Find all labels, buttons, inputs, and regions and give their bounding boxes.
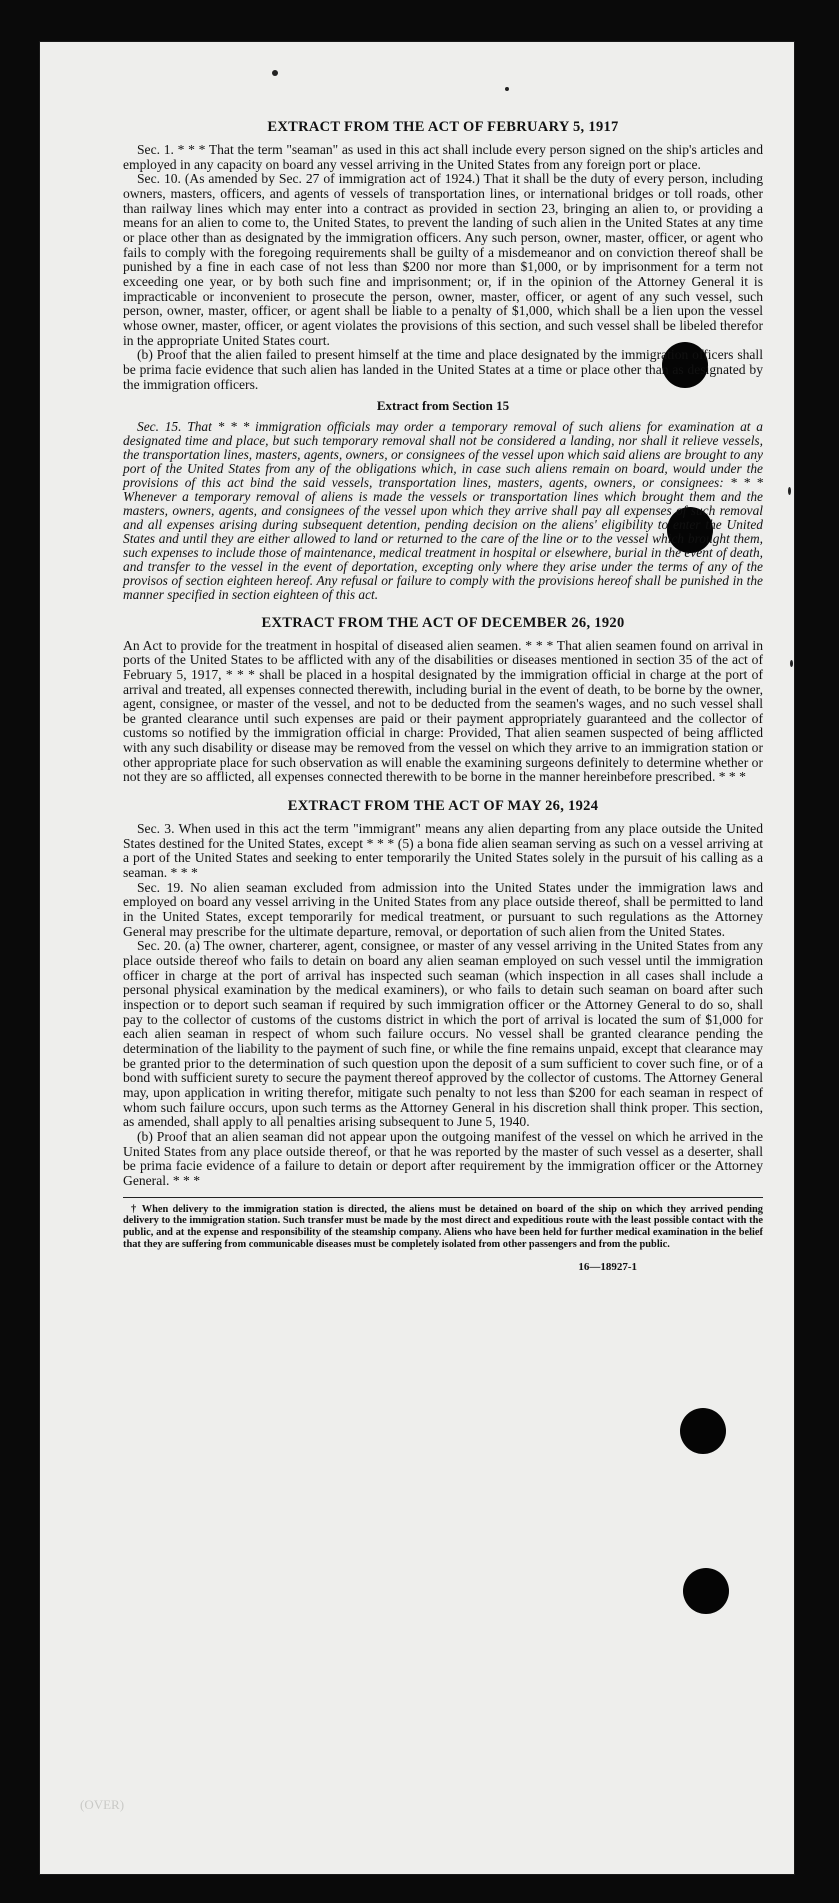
heading-act-1924: EXTRACT FROM THE ACT OF MAY 26, 1924	[287, 798, 599, 815]
heading-act-1917: EXTRACT FROM THE ACT OF FEBRUARY 5, 1917	[267, 119, 619, 135]
scanned-page	[40, 42, 794, 1874]
footnote-divider	[123, 1197, 763, 1198]
punch-hole	[683, 1568, 729, 1614]
punch-hole	[680, 1408, 726, 1454]
heading-section-15: Extract from Section 15	[376, 398, 510, 414]
paragraph-act-1920: An Act to provide for the treatment in hospital of diseased alien seamen. * * * That alien seamen found on arrival in ports of the United States to be afflicted with any of the disabilities or diseases mentioned in section 35 of the act of February 5, 1917, * * * shall be placed in a hospital designated by the immigration official in charge at the port of arrival and treated, all expenses connected therewith, including burial in the event of death, to be borne by the owner, agent, consignee, or master of the vessel, and not to be deducted from the seamen's wages, and no such vessel shall be granted clearance until such expenses are paid or their payment appropriately guaranteed and the collector of customs so notified by the immigration official in charge: Provided, That alien seamen suspected of being afflicted with any such disability or disease may be removed from the vessel on which they arrive to an immigration station or other appropriate place for such observation as will enable the examining surgeons definitely to determine whether or not they are so afflicted, all expenses connected therewith to be borne in the manner hereinbefore prescribed. * * *	[123, 637, 763, 785]
paragraph-sec-1: Sec. 1. * * * That the term "seaman" as used in this act shall include every person signed on the ship's articles and employed in any capacity on board any vessel arriving in the United States from any foreign port or place.	[123, 142, 763, 172]
paragraph-sec-15: Sec. 15. That * * * immigration officials may order a temporary removal of such aliens for examination at a designated time and place, but such temporary removal shall not be considered a landing, nor shall it relieve vessels, the transportation lines, masters, agents, owners, or consignees of the vessel upon which said aliens are brought to any port of the United States from any of the obligations which, in case such aliens remain on board, would under the provisions of this act bind the said vessels, transportation lines, masters, agents, owners, or consignees: * * * Whenever a temporary removal of aliens is made the vessels or transportation lines which brought them and the masters, owners, agents, and consignees of the vessel upon which they arrive shall pay all expenses of such removal and all expenses arising during subsequent detention, pending decision on the aliens' eligibility to enter the United States and until they are either allowed to land or returned to the care of the line or to the vessel which brought them, such expenses to include those of maintenance, medical treatment in hospital or elsewhere, burial in the event of death, and transfer to the vessel in the event of deportation, excepting only where they arise under the terms of any of the provisos of section eighteen hereof. Any refusal or failure to comply with the provisions hereof shall be punished in the manner specified in section eighteen of this act.	[123, 419, 763, 602]
paragraph-sec-10-b: (b) Proof that the alien failed to present himself at the time and place designated by the immigration officers shall be prima facie evidence that such alien has landed in the United States at a time or place other than as designated by the immigration officers.	[123, 347, 763, 392]
paragraph-sec-20-b: (b) Proof that an alien seaman did not appear upon the outgoing manifest of the vessel on which he arrived in the United States from any place outside thereof, or that he was reported by the master of such vessel as a deserter, shall be prima facie evidence of a failure to detain or deport after requirement by the immigration officer or the Attorney General. * * *	[123, 1128, 763, 1188]
document-body	[123, 118, 763, 1273]
form-number: 16—18927-1	[578, 1260, 637, 1273]
dust-speck	[788, 487, 791, 495]
bleed-through-mark: (OVER)	[80, 1797, 125, 1812]
dust-speck	[790, 660, 793, 667]
dust-speck	[505, 87, 509, 91]
footnote: † When delivery to the immigration station is directed, the aliens must be detained on board of the ship on which they arrived pending delivery to the immigration station. Such transfer must be made by the most direct and expeditious route with the least possible contact with the public, and at the expense and responsibility of the steamship company. Aliens who have been held for further medical examination in the belief that they are suffering from communicable diseases must be completely isolated from other passengers and from the public.	[123, 1203, 763, 1250]
paragraph-sec-3: Sec. 3. When used in this act the term "immigrant" means any alien departing from any place outside the United States destined for the United States, except * * * (5) a bona fide alien seaman serving as such on a vessel arriving at a port of the United States and seeking to enter temporarily the United States solely in the pursuit of his calling as a seaman. * * *	[123, 821, 763, 881]
paragraph-sec-10: Sec. 10. (As amended by Sec. 27 of immigration act of 1924.) That it shall be the duty of every person, including owners, masters, officers, and agents of vessels of transportation lines, or international bridges or toll roads, other than railway lines which may enter into a contract as provided in section 23, bringing an alien to, or providing a means for an alien to come to, the United States, to prevent the landing of such alien in the United States at any time or place other than as designated by the immigration officers. Any such person, owner, master, officer, or agent who fails to comply with the foregoing requirements shall be guilty of a misdemeanor and on conviction thereof shall be punished by a fine in each case of not less than $200 nor more than $1,000, or by imprisonment for a term not exceeding one year, or by both such fine and imprisonment; or, if in the opinion of the Attorney General it is impracticable or inconvenient to prosecute the person, owner, master, officer, or agent of any such vessel, such person, owner, master, officer, or agent shall be liable to a penalty of $1,000, which shall be a lien upon the vessel whose owner, master, officer, or agent violates the provisions of this section, and such vessel shall be libeled therefor in the appropriate United States court.	[123, 171, 763, 348]
heading-act-1920: EXTRACT FROM THE ACT OF DECEMBER 26, 1920	[261, 614, 625, 631]
paragraph-sec-19: Sec. 19. No alien seaman excluded from admission into the United States under the immigration laws and employed on board any vessel arriving in the United States from any place outside thereof, shall be permitted to land in the United States, except temporarily for medical treatment, or pursuant to such regulations as the Attorney General may prescribe for the ultimate departure, removal, or deportation of such alien from the United States.	[123, 879, 763, 939]
paragraph-sec-20-a: Sec. 20. (a) The owner, charterer, agent, consignee, or master of any vessel arriving in the United States from any place outside thereof who fails to detain on board any alien seaman employed on such vessel until the immigration officer in charge at the port of arrival has inspected such seaman (which inspection in all cases shall include a personal physical examination by the medical examiners), or who fails to detain such seaman on board after such inspection or to deport such seaman if required by such immigration officer or the Attorney General to do so, shall pay to the collector of customs of the customs district in which the port of arrival is located the sum of $1,000 for each alien seaman in respect of whom such failure occurs. No vessel shall be granted clearance pending the determination of the liability to the payment of such fine, or while the fine remains unpaid, except that clearance may be granted prior to the determination of such question upon the deposit of a sum sufficient to cover such fine, or of a bond with sufficient surety to secure the payment thereof approved by the collector of customs. The Attorney General may, upon application in writing therefor, mitigate such penalty to not less than $200 for each seaman in respect of whom such failure occurs, upon such terms as the Attorney General in his discretion shall think proper. This section, as amended, shall apply to all penalties arising subsequent to June 5, 1940.	[123, 938, 763, 1130]
dust-speck	[272, 70, 278, 76]
